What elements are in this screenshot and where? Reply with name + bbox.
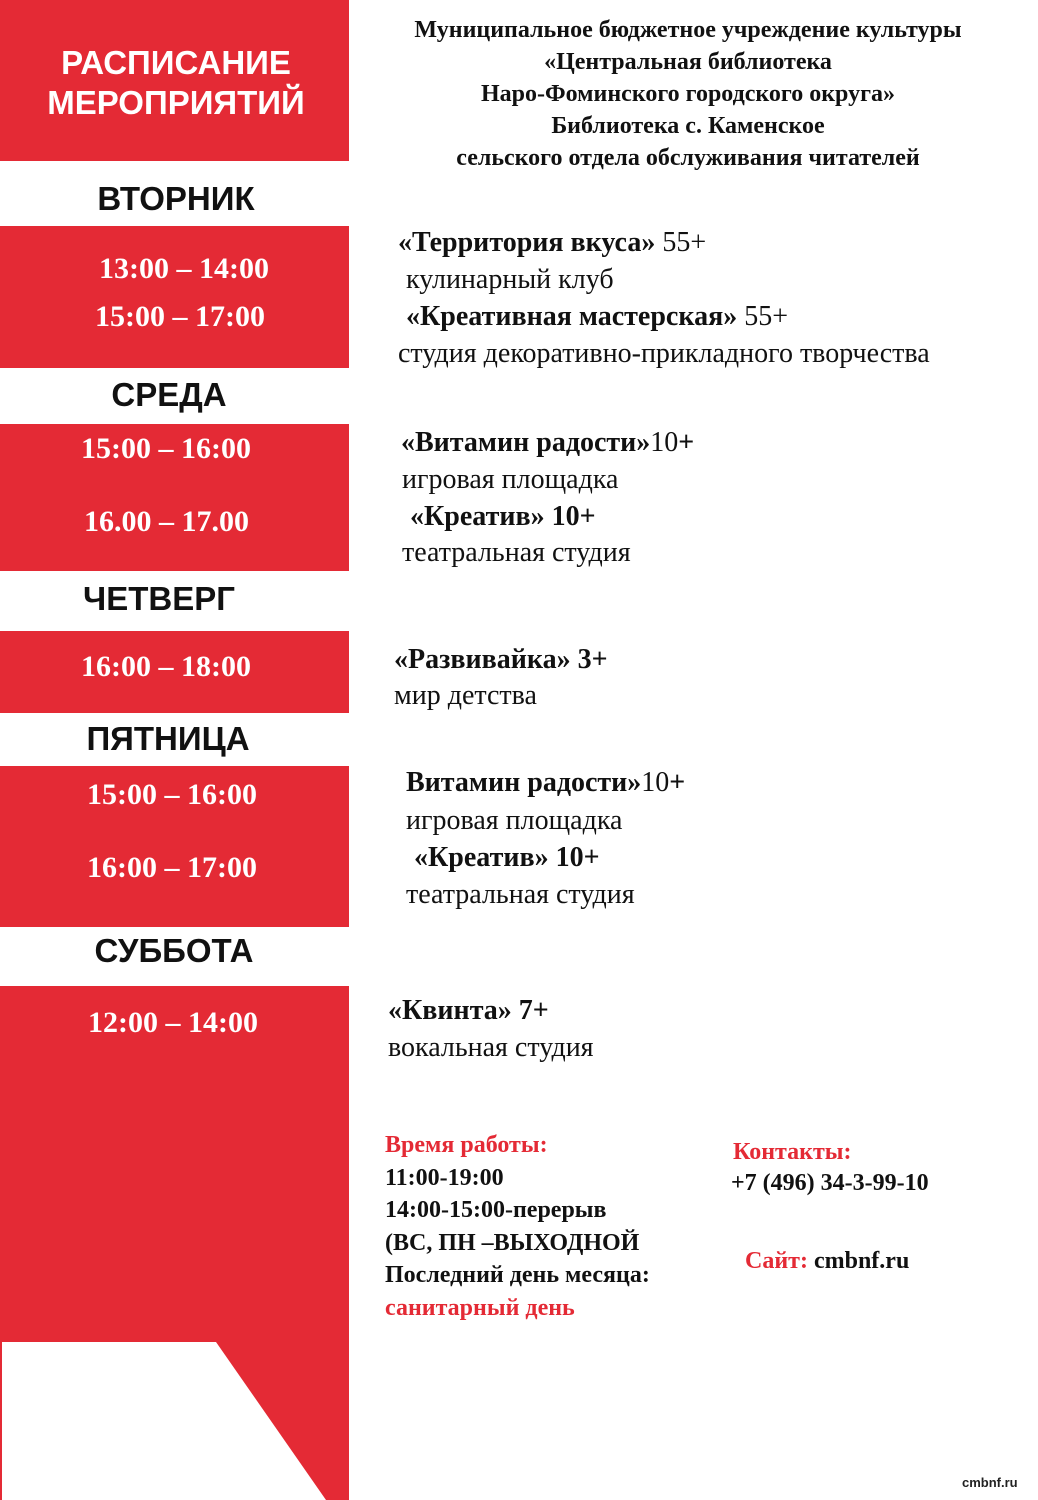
event-description: кулинарный клуб xyxy=(406,264,614,295)
event-name: «Витамин радости» xyxy=(401,427,651,458)
organization-header xyxy=(370,14,1006,174)
event-description: вокальная студия xyxy=(388,1032,594,1063)
contacts-label: Контакты: xyxy=(733,1139,852,1165)
time-slot: 15:00 – 17:00 xyxy=(95,300,265,333)
event-title xyxy=(388,995,549,1027)
working-hours-line: 11:00-19:00 xyxy=(385,1164,504,1191)
event-title xyxy=(394,644,608,676)
working-hours-line: 14:00-15:00-перерыв xyxy=(385,1197,607,1223)
header-line: «Центральная библиотека xyxy=(544,49,832,75)
event-title xyxy=(406,767,685,799)
event-description: игровая площадка xyxy=(406,805,623,836)
event-age-plus: + xyxy=(669,767,686,798)
contact-phone: +7 (496) 34-3-99-10 xyxy=(731,1170,929,1196)
event-age-plus: + xyxy=(678,427,695,458)
time-slot: 16.00 – 17.00 xyxy=(84,505,249,538)
time-slot: 15:00 – 16:00 xyxy=(87,778,257,811)
header-line: Библиотека с. Каменское xyxy=(551,113,825,139)
header-line: Муниципальное бюджетное учреждение культуры xyxy=(414,17,962,43)
time-slot: 13:00 – 14:00 xyxy=(99,252,269,285)
event-name: «Креатив» 10+ xyxy=(414,842,600,873)
day-label-tuesday: ВТОРНИК xyxy=(97,180,255,217)
contact-site xyxy=(745,1245,909,1278)
event-age: 55+ xyxy=(662,227,707,258)
schedule-title-line-2: МЕРОПРИЯТИЙ xyxy=(47,84,305,121)
day-label-wednesday: СРЕДА xyxy=(111,376,227,413)
time-slot: 15:00 – 16:00 xyxy=(81,432,251,465)
sanitary-day-note: санитарный день xyxy=(385,1294,575,1321)
event-name: «Креативная мастерская» xyxy=(406,301,738,332)
event-title xyxy=(406,301,788,333)
header-line: Наро-Фоминского городского округа» xyxy=(481,81,895,107)
event-name: «Территория вкуса» xyxy=(398,227,656,258)
day-label-saturday: СУББОТА xyxy=(94,932,254,969)
day-label-thursday: ЧЕТВЕРГ xyxy=(83,580,235,617)
event-description: студия декоративно-прикладного творчества xyxy=(398,338,930,369)
working-hours xyxy=(385,1129,650,1324)
time-slot: 16:00 – 17:00 xyxy=(87,851,257,884)
event-title xyxy=(414,842,600,874)
working-hours-line: (ВС, ПН –ВЫХОДНОЙ xyxy=(385,1229,640,1256)
schedule-title xyxy=(0,43,352,123)
watermark: cmbnf.ru xyxy=(962,1475,1018,1490)
event-description: театральная студия xyxy=(406,879,635,910)
event-name: «Креатив» 10+ xyxy=(410,501,596,532)
time-slot: 12:00 – 14:00 xyxy=(88,1006,258,1039)
event-age: 55+ xyxy=(744,301,789,332)
event-title xyxy=(401,427,694,459)
day-label-friday: ПЯТНИЦА xyxy=(86,720,250,757)
event-name: Витамин радости» xyxy=(406,767,642,798)
event-description: мир детства xyxy=(394,680,537,711)
event-title xyxy=(410,501,596,533)
event-description: театральная студия xyxy=(402,537,631,568)
schedule-title-line-1: РАСПИСАНИЕ xyxy=(61,44,291,81)
event-title xyxy=(398,227,706,259)
header-line: сельского отдела обслуживания читателей xyxy=(456,145,920,171)
working-hours-line: Последний день месяца: xyxy=(385,1262,650,1288)
event-age: 10 xyxy=(641,767,670,798)
site-label: Сайт: xyxy=(745,1248,808,1274)
working-hours-label: Время работы: xyxy=(385,1132,548,1158)
time-block-tuesday xyxy=(0,226,349,368)
event-name: «Квинта» 7+ xyxy=(388,995,549,1026)
decorative-notch xyxy=(0,1340,349,1500)
event-description: игровая площадка xyxy=(402,464,619,495)
event-name: «Развивайка» 3+ xyxy=(394,644,608,675)
site-link[interactable]: cmbnf.ru xyxy=(813,1248,910,1274)
time-slot: 16:00 – 18:00 xyxy=(81,650,251,683)
event-age: 10 xyxy=(650,427,679,458)
